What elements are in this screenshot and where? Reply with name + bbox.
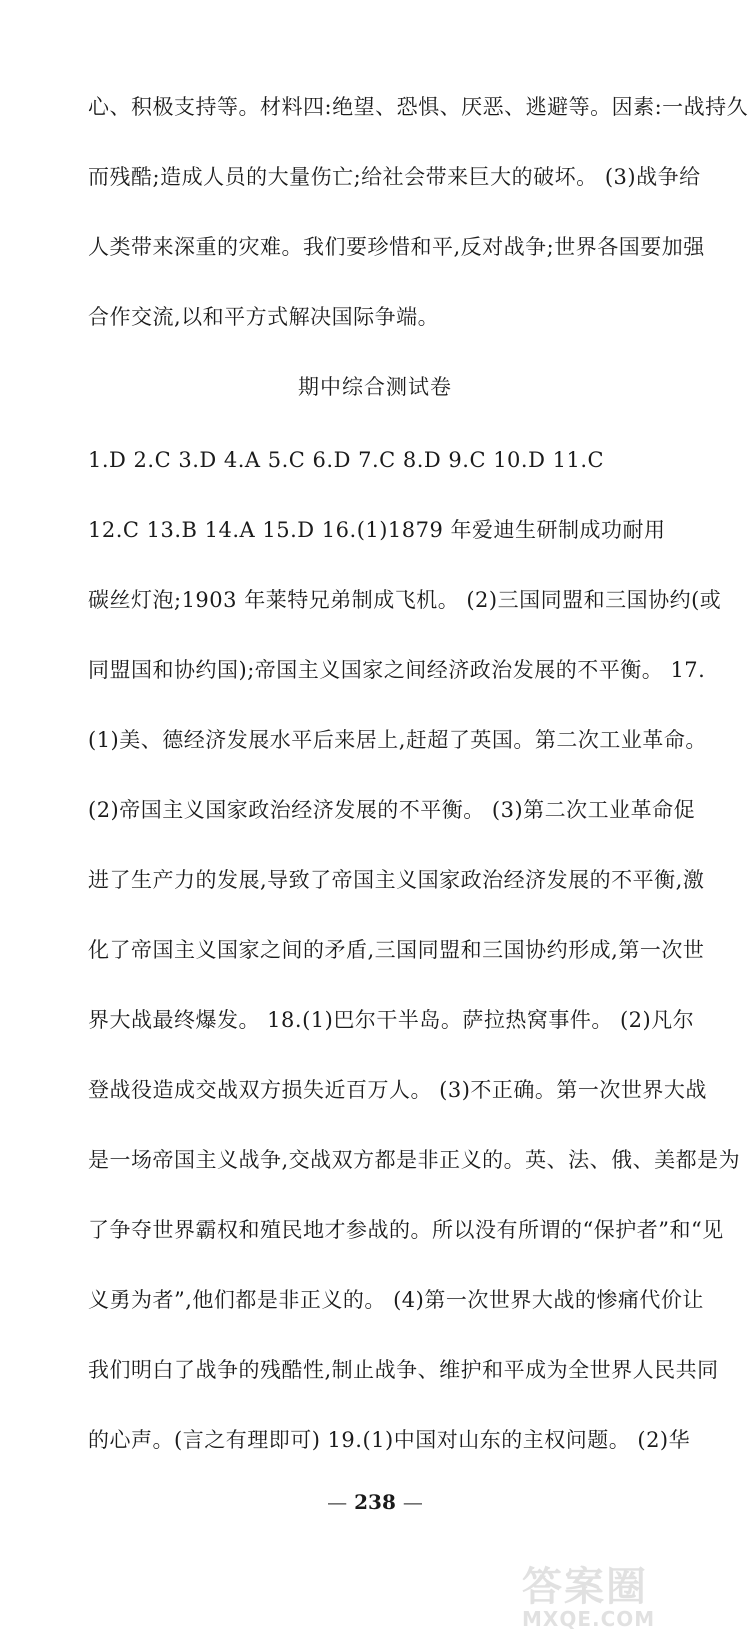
text-line: 心、积极支持等。材料四:绝望、恐惧、厌恶、逃避等。因素:一战持久	[88, 95, 749, 119]
page-number-value: 238	[354, 1490, 396, 1514]
text-line: 人类带来深重的灾难。我们要珍惜和平,反对战争;世界各国要加强	[88, 235, 705, 259]
watermark	[522, 1555, 732, 1635]
text-line: 合作交流,以和平方式解决国际争端。	[88, 305, 440, 329]
watermark-logo: 答案圈	[522, 1564, 648, 1610]
answer-line: 界大战最终爆发。 18.(1)巴尔干半岛。萨拉热窝事件。 (2)凡尔	[88, 1008, 695, 1032]
answer-line: 我们明白了战争的残酷性,制止战争、维护和平成为全世界人民共同	[88, 1358, 719, 1382]
answer-line: 碳丝灯泡;1903 年莱特兄弟制成飞机。 (2)三国同盟和三国协约(或	[88, 588, 722, 612]
answer-line: 是一场帝国主义战争,交战双方都是非正义的。英、法、俄、美都是为	[88, 1148, 741, 1172]
answer-line: 同盟国和协约国);帝国主义国家之间经济政治发展的不平衡。 17.	[88, 658, 706, 682]
answer-line: 化了帝国主义国家之间的矛盾,三国同盟和三国协约形成,第一次世	[88, 938, 705, 962]
page-number	[0, 1488, 750, 1516]
page-dash-right: —	[402, 1490, 423, 1514]
answer-line: (1)美、德经济发展水平后来居上,赶超了英国。第二次工业革命。	[88, 728, 707, 752]
page-dash-left: —	[327, 1490, 348, 1514]
answer-line: 进了生产力的发展,导致了帝国主义国家政治经济发展的不平衡,激	[88, 868, 705, 892]
section-title: 期中综合测试卷	[298, 375, 452, 399]
answer-line: 1.D 2.C 3.D 4.A 5.C 6.D 7.C 8.D 9.C 10.D 11.C	[88, 448, 605, 472]
answer-line: 了争夺世界霸权和殖民地才参战的。所以没有所谓的“保护者”和“见	[88, 1218, 724, 1242]
watermark-url: MXQE.COM	[522, 1607, 656, 1631]
answer-line: 的心声。(言之有理即可) 19.(1)中国对山东的主权问题。 (2)华	[88, 1428, 691, 1452]
text-line: 而残酷;造成人员的大量伤亡;给社会带来巨大的破坏。 (3)战争给	[88, 165, 701, 189]
answer-line: (2)帝国主义国家政治经济发展的不平衡。 (3)第二次工业革命促	[88, 798, 696, 822]
answer-line: 12.C 13.B 14.A 15.D 16.(1)1879 年爱迪生研制成功耐用	[88, 518, 666, 542]
answer-line: 登战役造成交战双方损失近百万人。 (3)不正确。第一次世界大战	[88, 1078, 707, 1102]
answer-line: 义勇为者”,他们都是非正义的。 (4)第一次世界大战的惨痛代价让	[88, 1288, 704, 1312]
